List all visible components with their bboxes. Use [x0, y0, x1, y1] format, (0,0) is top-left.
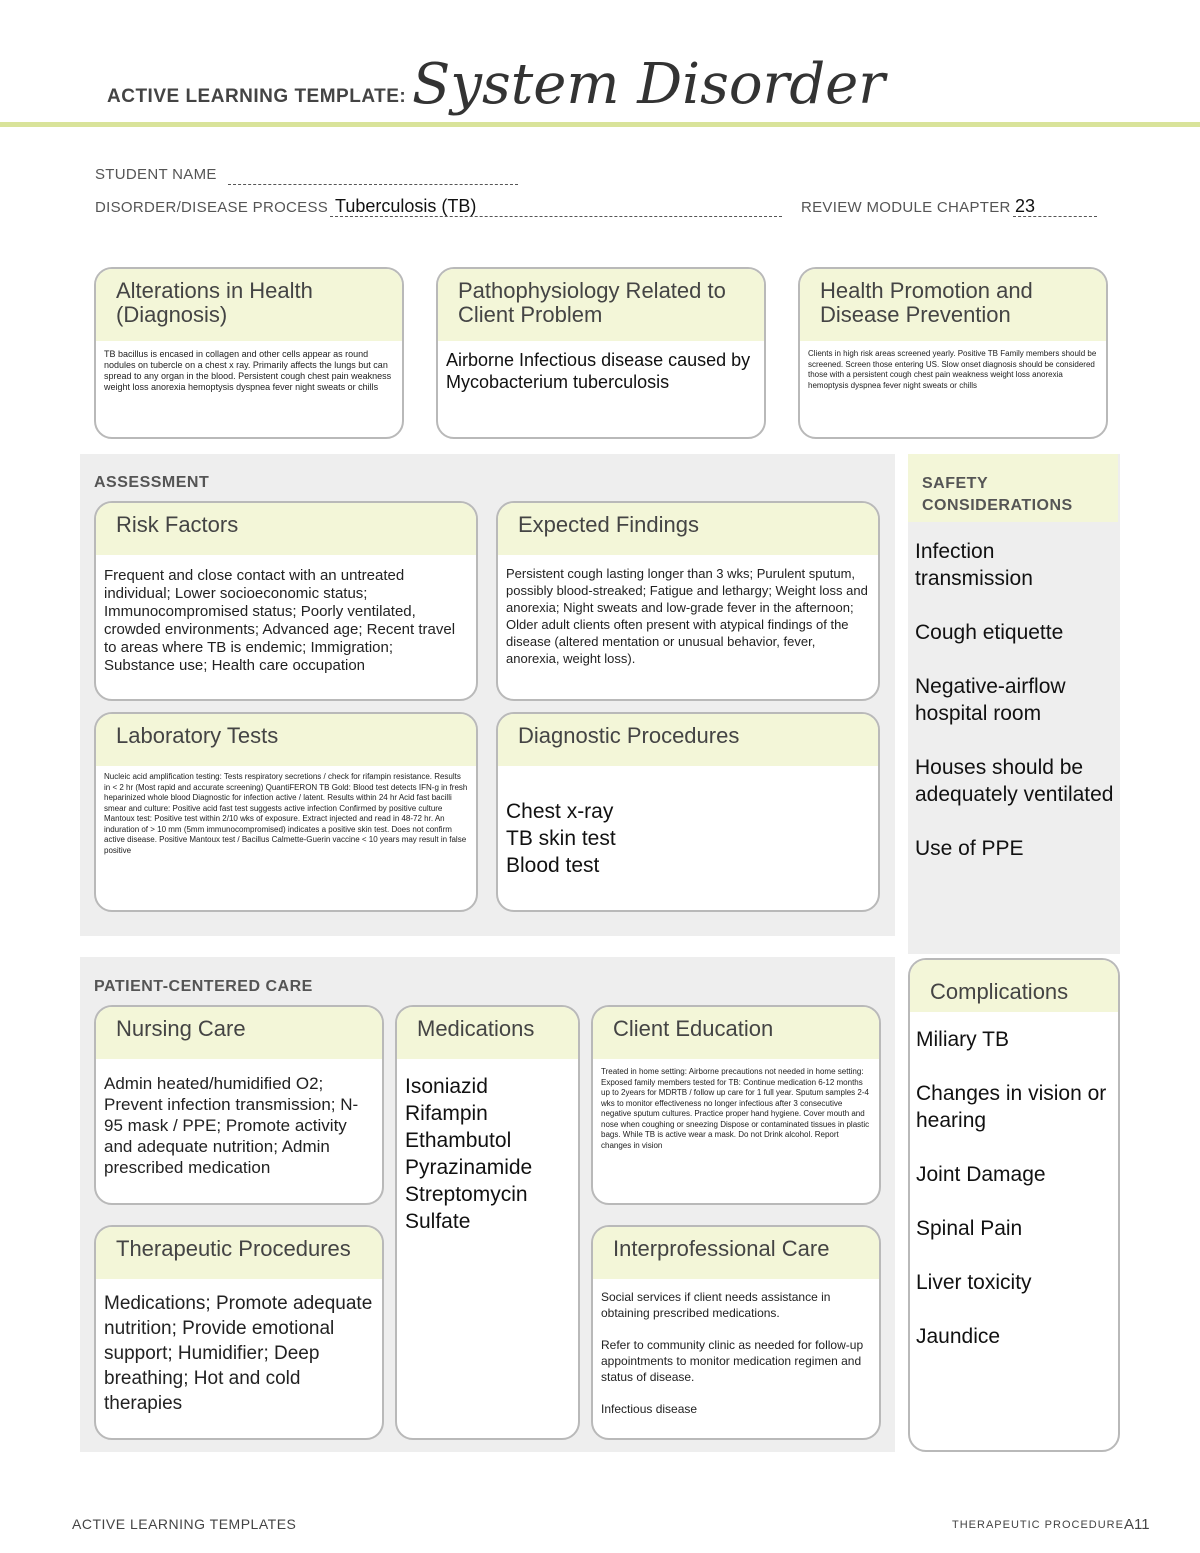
- student-name-label: STUDENT NAME: [95, 166, 217, 183]
- disorder-field[interactable]: [330, 196, 782, 217]
- header-rule: [0, 122, 1200, 127]
- interprofessional-care-box: [591, 1225, 881, 1440]
- page-number: A11: [1124, 1516, 1150, 1533]
- expected-findings-text: Persistent cough lasting longer than 3 wks; Purulent sputum, possibly blood-streaked; Fatigue and lethargy; Weight loss and anorexia; Night sweats and low-grade fever in the afternoon; Older adult clients often present with atypical findings of the disease (altered mentation or unusual behavior, fever, anorexia, weight loss).: [506, 566, 868, 666]
- complication-item: Miliary TB: [916, 1028, 1009, 1051]
- complication-item: Changes in vision or hearing: [916, 1082, 1107, 1132]
- medications-box: [395, 1005, 580, 1440]
- interprofessional-care-text: Infectious disease: [601, 1402, 698, 1416]
- diagnostic-item: TB skin test: [506, 827, 616, 850]
- patient-centered-care-title: PATIENT-CENTERED CARE: [94, 978, 313, 995]
- interprofessional-care-body: [593, 1279, 879, 1427]
- page-title: System Disorder: [412, 52, 886, 117]
- health-promotion-box: [798, 267, 1108, 439]
- medication-item: Sulfate: [405, 1210, 471, 1233]
- footer-left: ACTIVE LEARNING TEMPLATES: [72, 1516, 297, 1532]
- diagnostic-item: Chest x-ray: [506, 800, 614, 823]
- medication-item: Isoniazid: [405, 1075, 488, 1098]
- complication-item: Joint Damage: [916, 1163, 1046, 1186]
- review-chapter-field[interactable]: [1013, 196, 1097, 217]
- alterations-text: TB bacillus is encased in collagen and other cells appear as round nodules on tubercle on a chest x ray. Primarily affects the lungs but can spread to any organ in the blood. Persistent cough chest pain weakness weight loss anorexia hemoptysis dyspnea fever night sweats or chills: [104, 349, 392, 392]
- risk-factors-title: Risk Factors: [96, 503, 476, 555]
- medications-title: Medications: [397, 1007, 578, 1059]
- client-education-title: Client Education: [593, 1007, 879, 1059]
- medication-item: Streptomycin: [405, 1183, 528, 1206]
- disorder-value: Tuberculosis (TB): [335, 196, 477, 216]
- expected-findings-title: Expected Findings: [498, 503, 878, 555]
- laboratory-tests-title: Laboratory Tests: [96, 714, 476, 766]
- safety-item: Infection transmission: [915, 540, 1033, 590]
- pathophysiology-title: Pathophysiology Related to Client Problem: [438, 269, 764, 341]
- template-label: ACTIVE LEARNING TEMPLATE:: [107, 86, 407, 107]
- pathophysiology-box: [436, 267, 766, 439]
- medication-item: Rifampin: [405, 1102, 488, 1125]
- footer-section: THERAPEUTIC PROCEDURE: [952, 1519, 1124, 1531]
- expected-findings-box: [496, 501, 880, 701]
- laboratory-tests-box: [94, 712, 478, 912]
- interprofessional-care-text: Social services if client needs assistance in obtaining prescribed medications.: [601, 1290, 831, 1320]
- risk-factors-box: [94, 501, 478, 701]
- nursing-care-box: [94, 1005, 384, 1205]
- review-chapter-label: REVIEW MODULE CHAPTER: [801, 199, 1011, 216]
- complications-list: [910, 1012, 1118, 1364]
- complications-title: Complications: [910, 960, 1118, 1012]
- diagnostic-procedures-list: [498, 766, 878, 911]
- assessment-title: ASSESSMENT: [94, 474, 210, 491]
- diagnostic-procedures-box: [496, 712, 880, 912]
- student-name-field[interactable]: [228, 166, 518, 185]
- client-education-box: [591, 1005, 881, 1205]
- client-education-text: Treated in home setting: Airborne precautions not needed in home setting: Exposed family members tested for TB: Continue medication 6-12 months up to 2years for MDRTB / follow up care for 1 full year. Sputum samples 2-4 wks to monitor effectiveness no longer infectious after 3 consecutive negative sputum cultures. Practice proper hand hygiene. Cover mouth and nose when coughing or sneezing Dispose or contaminated tissues in plastic bags. While TB is active wear a mask. Do not Drink alcohol. Report changes in vision: [601, 1067, 870, 1150]
- complication-item: Liver toxicity: [916, 1271, 1032, 1294]
- safety-item: Negative-airflow hospital room: [915, 675, 1066, 725]
- safety-title: SAFETY CONSIDERATIONS: [922, 475, 1073, 514]
- alterations-title: Alterations in Health (Diagnosis): [96, 269, 402, 341]
- safety-item: Houses should be adequately ventilated: [915, 756, 1114, 806]
- health-promotion-text: Clients in high risk areas screened yearly. Positive TB Family members should be screened. Screen those entering US. Slow onset diagnosis should be considered those with a persistent cough chest pain weakness weight loss anorexia hemoptysis dyspnea fever night sweats or chills: [808, 349, 1097, 390]
- medication-item: Pyrazinamide: [405, 1156, 533, 1179]
- disorder-label: DISORDER/DISEASE PROCESS: [95, 199, 329, 216]
- complication-item: Spinal Pain: [916, 1217, 1023, 1240]
- diagnostic-item: Blood test: [506, 854, 600, 877]
- complications-box: [908, 958, 1120, 1452]
- safety-list: [915, 538, 1115, 862]
- interprofessional-care-title: Interprofessional Care: [593, 1227, 879, 1279]
- risk-factors-text: Frequent and close contact with an untreated individual; Lower socioeconomic status; Immunocompromised status; Poorly ventilated, crowded environments; Advanced age; Recent travel to areas where TB is endemic; Immigration; Substance use; Health care occupation: [104, 567, 456, 674]
- therapeutic-procedures-title: Therapeutic Procedures: [96, 1227, 382, 1279]
- therapeutic-procedures-box: [94, 1225, 384, 1440]
- diagnostic-procedures-title: Diagnostic Procedures: [498, 714, 878, 766]
- nursing-care-text: Admin heated/humidified O2; Prevent infection transmission; N-95 mask / PPE; Promote activity and adequate nutrition; Admin prescribed medication: [104, 1074, 359, 1177]
- health-promotion-title: Health Promotion and Disease Prevention: [800, 269, 1106, 341]
- review-chapter-value: 23: [1015, 196, 1036, 216]
- alterations-box: [94, 267, 404, 439]
- pathophysiology-text: Airborne Infectious disease caused by Mycobacterium tuberculosis: [446, 350, 751, 392]
- safety-item: Use of PPE: [915, 837, 1024, 860]
- laboratory-tests-text: Nucleic acid amplification testing: Tests respiratory secretions / check for rifampin resistance. Results in < 2 hr (Most rapid and accurate screening) QuantiFERON TB Gold: Blood test detects IFN-g in fresh heparinized whole blood Diagnostic for infection active / latent. Results within 24 hr Acid fast bacilli smear and culture: Positive acid fast test suggests active infection Confirmed by positive culture Mantoux test: Positive test within 2/10 wks of exposure. Extract injected and read in 48-72 hr. An induration of > 10 mm (5mm immunocompromised) indicates a positive skin test. Does not confirm active disease. Positive Mantoux test / Bacillus Calmette-Guerin vaccine < 10 years may result in false positive: [104, 772, 468, 855]
- medications-list: [397, 1059, 578, 1249]
- complication-item: Jaundice: [916, 1325, 1001, 1348]
- medication-item: Ethambutol: [405, 1129, 512, 1152]
- therapeutic-procedures-text: Medications; Promote adequate nutrition; Provide emotional support; Humidifier; Deep breathing; Hot and cold therapies: [104, 1293, 373, 1414]
- interprofessional-care-text: Refer to community clinic as needed for follow-up appointments to monitor medication regimen and status of disease.: [601, 1338, 864, 1384]
- nursing-care-title: Nursing Care: [96, 1007, 382, 1059]
- safety-item: Cough etiquette: [915, 621, 1064, 644]
